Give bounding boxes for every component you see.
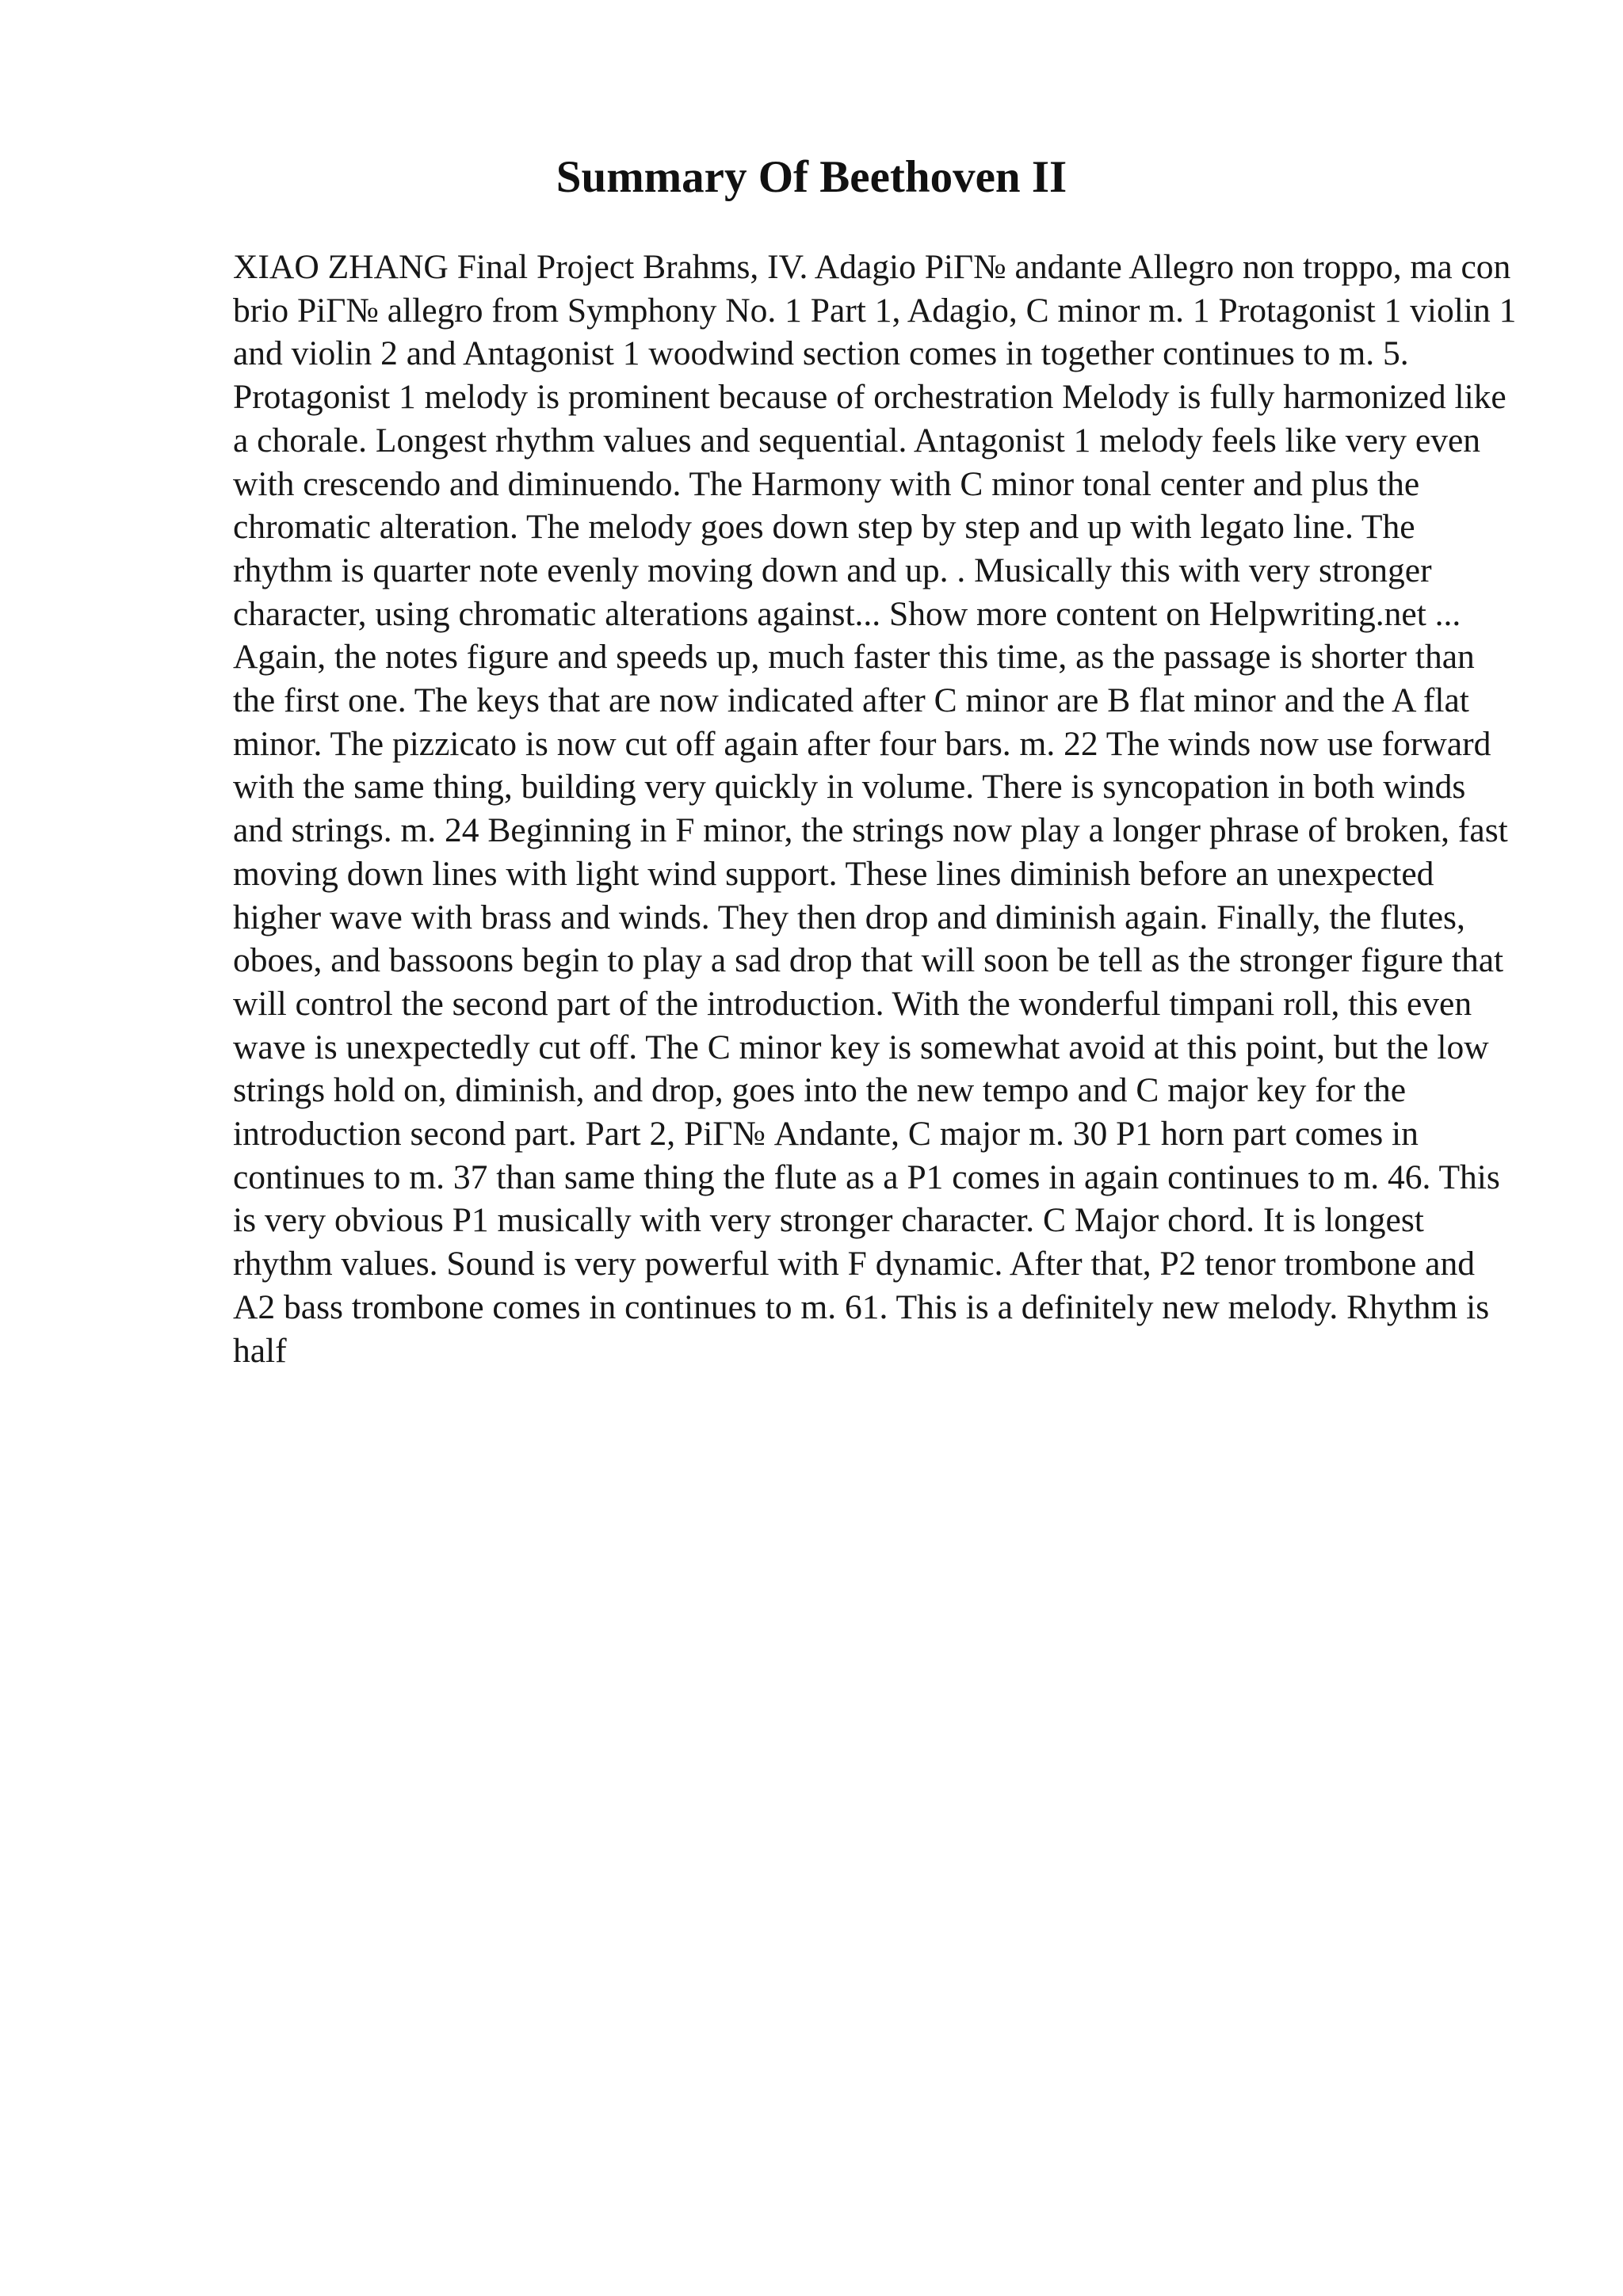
- document-title: Summary Of Beethoven II: [556, 152, 1067, 202]
- body-paragraph-2: Again, the notes figure and speeds up, much faster this time, as the passage is shorter than the first one. The keys that are now indicated after C minor are B flat minor and the A flat minor. The pizzicato is now cut off again after four bars. m. 22 The winds now use forward with the same thing, building very quickly in volume. There is syncopation in both winds and strings. m. 24 Beginning in F minor, the strings now play a longer phrase of broken, fast moving down lines with light wind support. These lines diminish before an unexpected higher wave with brass and winds. They then drop and diminish again. Finally, the flutes, oboes, and bassoons begin to play a sad drop that will soon be tell as the stronger figure that will control the second part of the introduction. With the wonderful timpani roll, this even wave is unexpectedly cut off. The C minor key is somewhat avoid at this point, but the low strings hold on, diminish, and drop, goes into the new tempo and C major key for the introduction second part. Part 2, PiГ№ Andante, C major m. 30 P1 horn part comes in continues to m. 37 than same thing the flute as a P1 comes in again continues to m. 46. This is very obvious P1 musically with very stronger character. C Major chord. It is longest rhythm values. Sound is very powerful with F dynamic. After that, P2 tenor trombone and A2 bass trombone comes in continues to m. 61. This is a definitely new melody. Rhythm is half: [233, 638, 1508, 1370]
- document-body: [233, 246, 1517, 1372]
- body-paragraph-1: XIAO ZHANG Final Project Brahms, IV. Adagio PiГ№ andante Allegro non troppo, ma con brio PiГ№ allegro from Symphony No. 1 Part 1, Adagio, C minor m. 1 Protagonist 1 violin 1 and violin 2 and Antagonist 1 woodwind section comes in together continues to m. 5. Protagonist 1 melody is prominent because of orchestration Melody is fully harmonized like a chorale. Longest rhythm values and sequential. Antagonist 1 melody feels like very even with crescendo and diminuendo. The Harmony with C minor tonal center and plus the chromatic alteration. The melody goes down step by step and up with legato line. The rhythm is quarter note evenly moving down and up. . Musically this with very stronger character, using chromatic alterations against... Show more content on Helpwriting.net ...: [233, 248, 1517, 633]
